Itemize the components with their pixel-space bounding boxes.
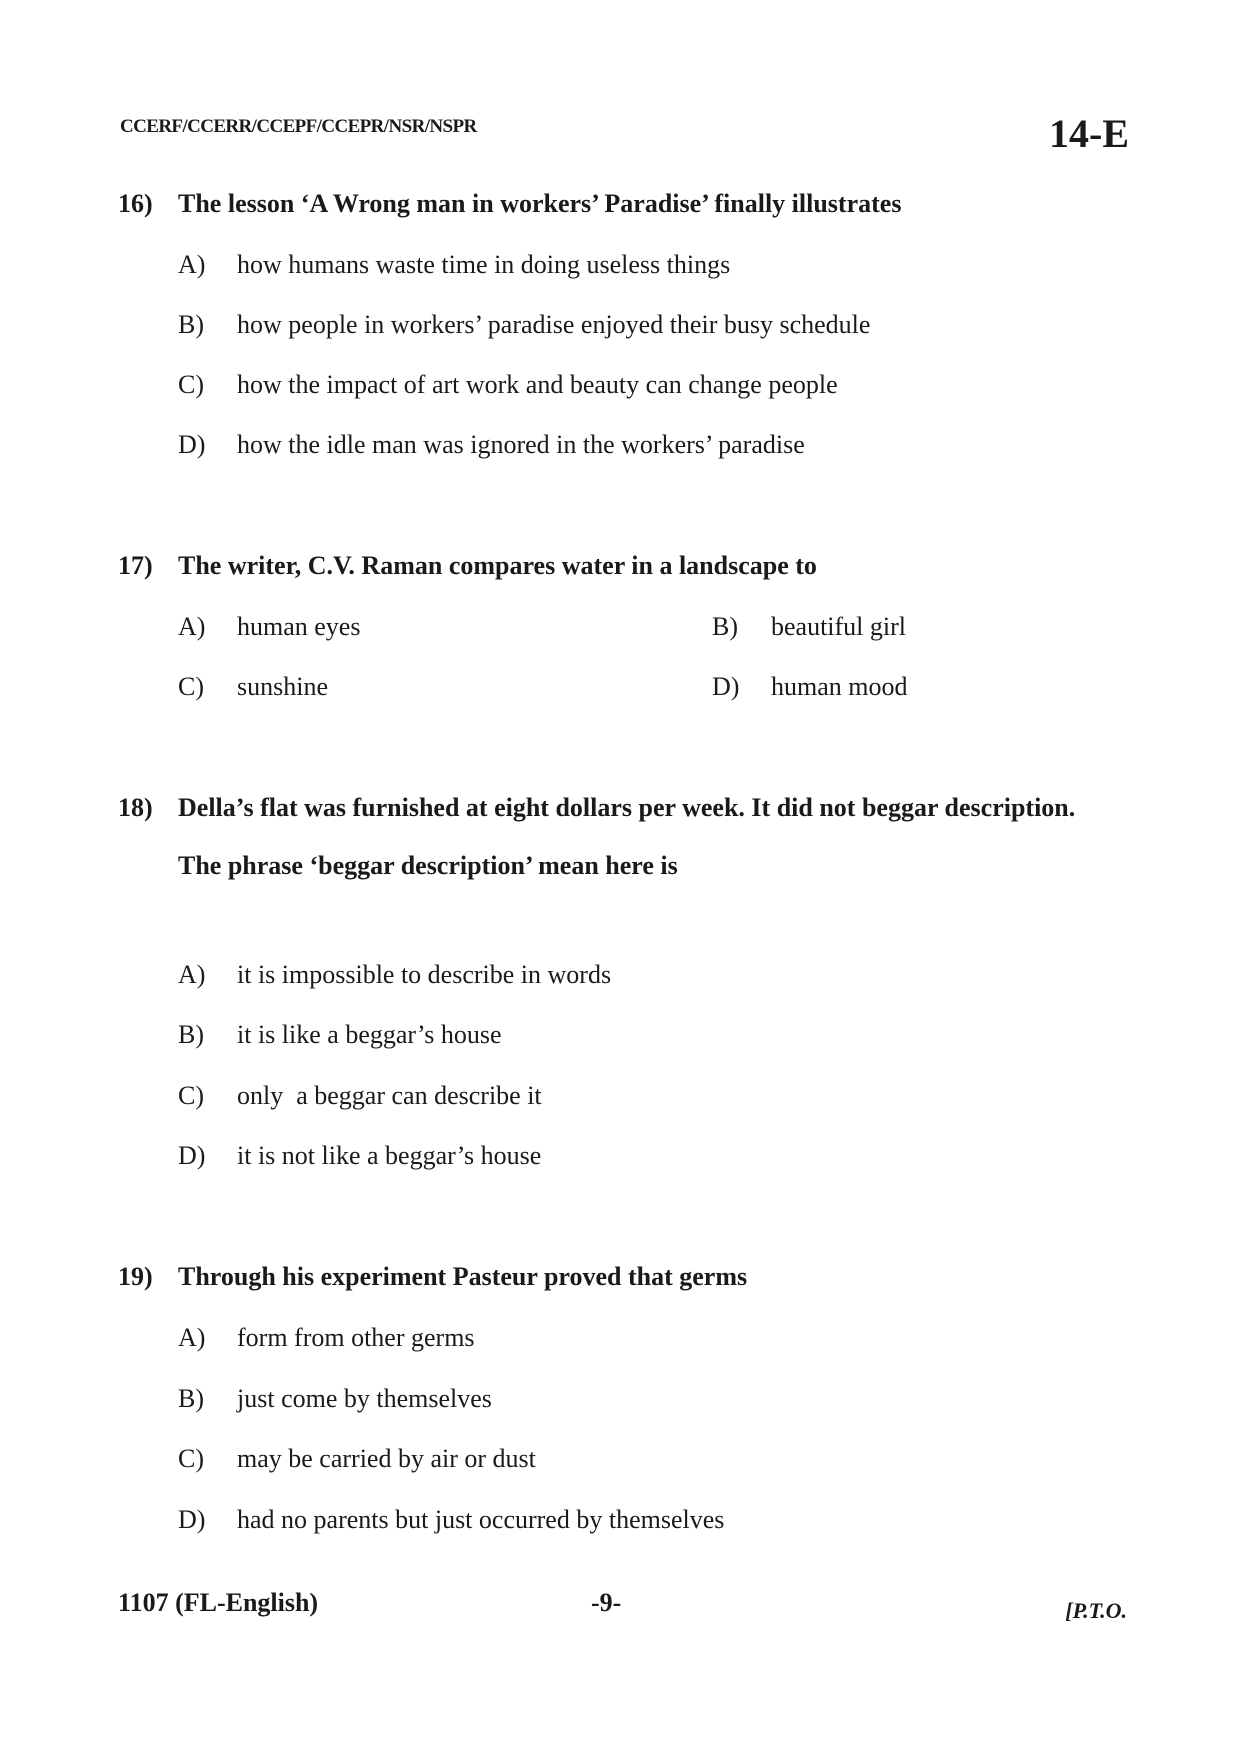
question-stem: The writer, C.V. Raman compares water in a landscape to [178, 551, 817, 580]
option-label: B) [178, 1384, 204, 1413]
option-text: how the idle man was ignored in the workers’ paradise [237, 430, 805, 459]
question-18 [118, 784, 1130, 890]
set-label: 14-E [1049, 111, 1129, 156]
option-label: A) [178, 1323, 206, 1352]
option-text: how people in workers’ paradise enjoyed their busy schedule [237, 310, 871, 339]
option-text: human mood [771, 672, 908, 701]
option-text: just come by themselves [237, 1384, 492, 1413]
option-text: beautiful girl [771, 612, 907, 641]
question-19 [118, 1253, 1130, 1301]
option-text: may be carried by air or dust [237, 1444, 536, 1473]
option-text: sunshine [237, 672, 328, 701]
option-text: how humans waste time in doing useless things [237, 250, 731, 279]
option-label: A) [178, 250, 206, 279]
option-text: it is impossible to describe in words [237, 960, 612, 989]
paper-code: CCERF/CCERR/CCEPF/CCEPR/NSR/NSPR [120, 116, 477, 137]
question-number: 18) [118, 793, 153, 822]
option-label: C) [178, 1081, 204, 1110]
option-label: A) [178, 960, 206, 989]
question-number: 16) [118, 189, 153, 218]
question-stem: Della’s flat was furnished at eight dollars per week. It did not beggar description. [178, 793, 1076, 822]
option-text: human eyes [237, 612, 361, 641]
option-label: C) [178, 1444, 204, 1473]
question-stem: Through his experiment Pasteur proved that germs [178, 1262, 748, 1291]
question-number: 17) [118, 551, 153, 580]
question-stem: The lesson ‘A Wrong man in workers’ Paradise’ finally illustrates [178, 189, 902, 218]
page-number: -9- [591, 1588, 622, 1617]
option-label: B) [712, 612, 738, 641]
option-text: how the impact of art work and beauty can change people [237, 370, 838, 399]
option-text: only a beggar can describe it [237, 1081, 542, 1110]
option-label: D) [712, 672, 740, 701]
paper-title: 1107 (FL-English) [118, 1588, 319, 1617]
question-substem: The phrase ‘beggar description’ mean here is [178, 851, 678, 880]
option-label: D) [178, 1141, 206, 1170]
pto-label: [P.T.O. [1065, 1598, 1127, 1623]
option-label: B) [178, 1020, 204, 1049]
question-number: 19) [118, 1262, 153, 1291]
option-label: A) [178, 612, 206, 641]
option-label: D) [178, 1505, 206, 1534]
option-text: it is like a beggar’s house [237, 1020, 502, 1049]
option-text: it is not like a beggar’s house [237, 1141, 542, 1170]
option-label: C) [178, 370, 204, 399]
option-label: B) [178, 310, 204, 339]
option-label: C) [178, 672, 204, 701]
option-label: D) [178, 430, 206, 459]
option-text: form from other germs [237, 1323, 475, 1352]
question-17 [118, 542, 1130, 590]
option-text: had no parents but just occurred by themselves [237, 1505, 725, 1534]
question-16 [118, 180, 1130, 228]
